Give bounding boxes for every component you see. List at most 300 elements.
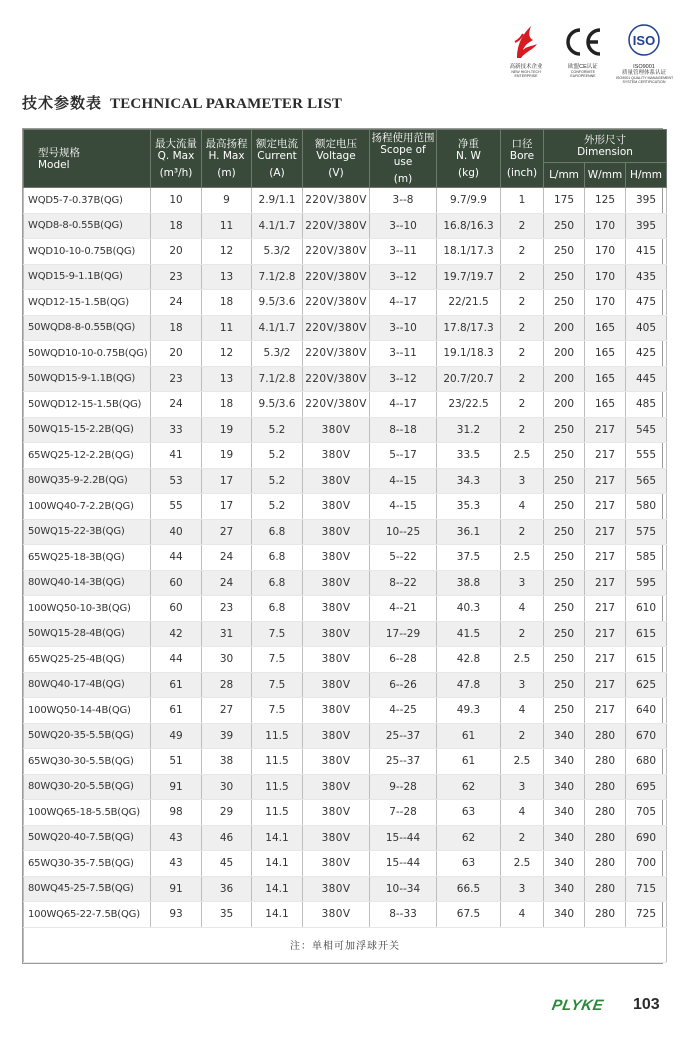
cell-dim-h: 395 [626,213,667,239]
cell-head: 24 [202,545,252,571]
header-model-zh: 型号规格 [38,146,80,159]
header-bore [501,130,544,188]
cell-scope: 5--22 [370,545,437,571]
header-bore-en: Bore [509,150,535,162]
cell-current: 11.5 [252,800,303,826]
cell-bore: 3 [501,672,544,698]
cell-dim-l: 250 [544,494,585,520]
cell-scope: 15--44 [370,851,437,877]
page-number: 103 [633,996,660,1013]
cell-head: 19 [202,443,252,469]
cell-flow: 44 [151,647,202,673]
cell-voltage: 380V [303,825,370,851]
cell-dim-h: 700 [626,851,667,877]
table-note: 注：单相可加浮球开关 [24,927,667,962]
cell-current: 5.2 [252,494,303,520]
cell-bore: 4 [501,902,544,928]
cell-dim-l: 340 [544,749,585,775]
cell-weight: 40.3 [437,596,501,622]
cell-head: 38 [202,749,252,775]
cell-head: 13 [202,366,252,392]
cell-model: 80WQ45-25-7.5B(QG) [24,876,151,902]
cell-weight: 19.7/19.7 [437,264,501,290]
cell-dim-l: 200 [544,366,585,392]
cell-weight: 34.3 [437,468,501,494]
cell-dim-h: 445 [626,366,667,392]
cell-flow: 43 [151,851,202,877]
cell-dim-h: 715 [626,876,667,902]
cell-weight: 61 [437,749,501,775]
cell-dim-l: 200 [544,392,585,418]
cell-dim-h: 695 [626,774,667,800]
page-title [22,92,342,113]
cell-weight: 47.8 [437,672,501,698]
cell-model: 50WQ15-22-3B(QG) [24,519,151,545]
table-row [24,672,667,698]
cell-current: 14.1 [252,851,303,877]
cell-scope: 4--21 [370,596,437,622]
cell-dim-h: 435 [626,264,667,290]
cell-dim-h: 575 [626,519,667,545]
cell-dim-l: 340 [544,774,585,800]
cell-head: 39 [202,723,252,749]
cell-voltage: 220V/380V [303,239,370,265]
header-voltage-zh: 额定电压 [315,138,357,150]
cell-head: 31 [202,621,252,647]
iso-caption2: 质量管理体系认证 [621,70,666,76]
cell-scope: 8--33 [370,902,437,928]
cell-weight: 18.1/17.3 [437,239,501,265]
header-flow [151,130,202,188]
cell-model: 65WQ25-12-2.2B(QG) [24,443,151,469]
cell-current: 7.5 [252,647,303,673]
cell-bore: 2.5 [501,443,544,469]
cell-voltage: 220V/380V [303,341,370,367]
high-tech-cert [500,24,552,78]
ce-sub1: CONFORMITE [570,70,596,74]
cell-head: 12 [202,239,252,265]
cell-scope: 10--34 [370,876,437,902]
cell-dim-w: 217 [585,468,626,494]
header-voltage-en: Voltage [316,150,356,162]
cell-dim-w: 165 [585,392,626,418]
cell-dim-w: 280 [585,800,626,826]
high-tech-enterprise-icon [511,24,541,60]
cell-weight: 63 [437,851,501,877]
cell-bore: 3 [501,774,544,800]
cell-current: 5.2 [252,468,303,494]
cell-weight: 62 [437,825,501,851]
cell-dim-l: 250 [544,443,585,469]
cell-dim-l: 250 [544,545,585,571]
table-row [24,213,667,239]
cell-flow: 18 [151,315,202,341]
cell-current: 11.5 [252,749,303,775]
cell-head: 11 [202,213,252,239]
table-row [24,902,667,928]
cell-bore: 2.5 [501,545,544,571]
cell-bore: 2 [501,417,544,443]
cell-weight: 61 [437,723,501,749]
cell-scope: 4--25 [370,698,437,724]
cell-dim-l: 250 [544,417,585,443]
cell-head: 11 [202,315,252,341]
cell-model: 50WQD8-8-0.55B(QG) [24,315,151,341]
cell-dim-l: 250 [544,570,585,596]
cell-current: 7.5 [252,698,303,724]
cell-weight: 35.3 [437,494,501,520]
cell-flow: 44 [151,545,202,571]
cell-weight: 66.5 [437,876,501,902]
table-row [24,188,667,214]
cell-model: WQD5-7-0.37B(QG) [24,188,151,214]
cell-voltage: 380V [303,570,370,596]
cell-current: 2.9/1.1 [252,188,303,214]
cell-flow: 61 [151,672,202,698]
cell-bore: 2 [501,825,544,851]
cell-flow: 42 [151,621,202,647]
cell-voltage: 220V/380V [303,366,370,392]
cell-head: 12 [202,341,252,367]
header-voltage [303,130,370,188]
table-row [24,315,667,341]
cell-bore: 4 [501,494,544,520]
cell-current: 7.5 [252,621,303,647]
header-current [252,130,303,188]
cell-head: 36 [202,876,252,902]
cell-dim-l: 250 [544,621,585,647]
cell-dim-w: 165 [585,366,626,392]
cell-weight: 22/21.5 [437,290,501,316]
table-row [24,647,667,673]
header-flow-en: Q. Max [157,150,195,162]
cell-weight: 63 [437,800,501,826]
table-row [24,417,667,443]
cell-scope: 25--37 [370,749,437,775]
ce-cert [558,24,608,78]
cell-model: 50WQD10-10-0.75B(QG) [24,341,151,367]
cell-scope: 3--12 [370,264,437,290]
table-row [24,392,667,418]
cell-flow: 49 [151,723,202,749]
cell-dim-h: 580 [626,494,667,520]
header-head-zh: 最高扬程 [205,138,248,150]
cell-bore: 4 [501,698,544,724]
cell-voltage: 220V/380V [303,213,370,239]
cell-dim-w: 170 [585,239,626,265]
cell-bore: 3 [501,468,544,494]
cell-flow: 91 [151,774,202,800]
cell-current: 6.8 [252,545,303,571]
cell-dim-w: 217 [585,698,626,724]
cell-flow: 18 [151,213,202,239]
header-voltage-unit: (V) [328,167,344,179]
iso-icon [624,24,664,60]
cell-flow: 60 [151,596,202,622]
cell-model: 65WQ30-30-5.5B(QG) [24,749,151,775]
header-model-en: Model [38,158,70,171]
cell-scope: 3--10 [370,213,437,239]
table-row [24,290,667,316]
cell-voltage: 380V [303,647,370,673]
brand-logo: PLYKE [550,997,605,1014]
cell-flow: 20 [151,239,202,265]
cell-flow: 24 [151,290,202,316]
cell-voltage: 380V [303,545,370,571]
cell-weight: 20.7/20.7 [437,366,501,392]
cell-head: 27 [202,698,252,724]
header-weight-unit: (kg) [458,167,479,179]
cell-model: 100WQ65-22-7.5B(QG) [24,902,151,928]
cell-head: 24 [202,570,252,596]
cell-voltage: 220V/380V [303,315,370,341]
cell-weight: 42.8 [437,647,501,673]
cell-model: 80WQ35-9-2.2B(QG) [24,468,151,494]
header-scope-en: Scope of use [380,144,426,168]
cell-bore: 2 [501,213,544,239]
iso-cert [616,24,672,84]
cell-flow: 23 [151,366,202,392]
cell-dim-l: 250 [544,647,585,673]
cell-current: 9.5/3.6 [252,392,303,418]
cell-bore: 3 [501,876,544,902]
cell-weight: 33.5 [437,443,501,469]
cell-voltage: 220V/380V [303,290,370,316]
cell-flow: 23 [151,264,202,290]
cell-current: 6.8 [252,596,303,622]
cell-model: 80WQ30-20-5.5B(QG) [24,774,151,800]
header-scope [370,130,437,188]
cell-bore: 2.5 [501,749,544,775]
cell-bore: 2 [501,621,544,647]
cell-model: 50WQD15-9-1.1B(QG) [24,366,151,392]
cell-dim-l: 250 [544,264,585,290]
cell-dim-h: 485 [626,392,667,418]
cell-flow: 33 [151,417,202,443]
page-title-en: TECHNICAL PARAMETER LIST [110,96,343,112]
parameter-table [23,129,667,963]
table-row [24,851,667,877]
cell-dim-h: 565 [626,468,667,494]
cell-dim-h: 395 [626,188,667,214]
cell-dim-l: 340 [544,825,585,851]
header-scope-zh: 扬程使用范围 [371,132,435,144]
cell-voltage: 380V [303,902,370,928]
cell-scope: 7--28 [370,800,437,826]
cell-bore: 4 [501,800,544,826]
cell-head: 18 [202,290,252,316]
cell-flow: 10 [151,188,202,214]
table-row [24,341,667,367]
cell-scope: 4--17 [370,290,437,316]
table-row [24,749,667,775]
header-flow-zh: 最大流量 [155,138,197,150]
cell-flow: 41 [151,443,202,469]
cell-dim-h: 595 [626,570,667,596]
cell-dim-w: 217 [585,417,626,443]
header-dimension [544,130,667,163]
cell-flow: 51 [151,749,202,775]
cell-voltage: 380V [303,672,370,698]
cell-voltage: 380V [303,519,370,545]
cell-dim-l: 250 [544,672,585,698]
cell-dim-w: 280 [585,876,626,902]
cell-model: 100WQ40-7-2.2B(QG) [24,494,151,520]
cell-dim-w: 217 [585,570,626,596]
cell-head: 23 [202,596,252,622]
header-current-unit: (A) [269,167,285,179]
cell-dim-w: 217 [585,545,626,571]
cell-dim-l: 340 [544,876,585,902]
cell-dim-l: 250 [544,239,585,265]
cell-head: 19 [202,417,252,443]
page-title-zh: 技术参数表 [22,94,103,112]
note-row [24,927,667,962]
cell-current: 6.8 [252,570,303,596]
cell-weight: 16.8/16.3 [437,213,501,239]
cell-dim-h: 415 [626,239,667,265]
header-head-unit: (m) [217,167,236,179]
cell-voltage: 380V [303,876,370,902]
cell-scope: 3--10 [370,315,437,341]
cell-scope: 3--11 [370,341,437,367]
cell-weight: 49.3 [437,698,501,724]
cell-bore: 3 [501,570,544,596]
cell-flow: 60 [151,570,202,596]
table-row [24,366,667,392]
cell-dim-l: 250 [544,596,585,622]
high-tech-sub1: NEW HIGH-TECH [511,70,541,74]
header-current-zh: 额定电流 [256,138,298,150]
cell-head: 29 [202,800,252,826]
cell-dim-w: 217 [585,519,626,545]
cell-bore: 2 [501,392,544,418]
header-bore-unit: (inch) [506,167,538,179]
cell-current: 5.3/2 [252,341,303,367]
cell-dim-h: 670 [626,723,667,749]
cell-voltage: 380V [303,494,370,520]
cell-weight: 62 [437,774,501,800]
cell-voltage: 380V [303,417,370,443]
table-row [24,825,667,851]
table-row [24,596,667,622]
cell-model: WQD8-8-0.55B(QG) [24,213,151,239]
cell-dim-w: 170 [585,213,626,239]
cell-scope: 15--44 [370,825,437,851]
cell-dim-w: 217 [585,672,626,698]
cell-weight: 67.5 [437,902,501,928]
cell-model: 100WQ50-14-4B(QG) [24,698,151,724]
cell-model: 80WQ40-17-4B(QG) [24,672,151,698]
cell-dim-h: 475 [626,290,667,316]
cell-head: 18 [202,392,252,418]
table-row [24,723,667,749]
cell-model: WQD15-9-1.1B(QG) [24,264,151,290]
cell-scope: 3--8 [370,188,437,214]
cell-dim-h: 610 [626,596,667,622]
cell-current: 11.5 [252,774,303,800]
table-row [24,519,667,545]
cell-dim-h: 585 [626,545,667,571]
cell-dim-h: 705 [626,800,667,826]
cell-dim-w: 280 [585,825,626,851]
cell-current: 14.1 [252,876,303,902]
table-row [24,774,667,800]
cell-head: 17 [202,468,252,494]
cell-bore: 2 [501,519,544,545]
cell-weight: 37.5 [437,545,501,571]
cell-voltage: 380V [303,723,370,749]
parameter-table-container [22,128,663,964]
cell-flow: 55 [151,494,202,520]
cell-dim-h: 425 [626,341,667,367]
cell-flow: 43 [151,825,202,851]
table-row [24,239,667,265]
cell-bore: 4 [501,596,544,622]
cell-bore: 2 [501,341,544,367]
cell-head: 45 [202,851,252,877]
cell-dim-l: 200 [544,341,585,367]
cell-voltage: 380V [303,596,370,622]
cell-model: 65WQ25-18-3B(QG) [24,545,151,571]
cell-flow: 40 [151,519,202,545]
cell-dim-w: 217 [585,596,626,622]
header-dim-l: L/mm [544,163,585,188]
cell-dim-l: 250 [544,698,585,724]
header-weight-zh: 净重 [458,138,479,150]
header-weight-en: N. W [456,150,481,162]
table-row [24,494,667,520]
cell-dim-h: 555 [626,443,667,469]
cell-voltage: 380V [303,468,370,494]
cell-model: 65WQ30-35-7.5B(QG) [24,851,151,877]
cell-dim-l: 250 [544,468,585,494]
header-dimension-en: Dimension [577,146,633,158]
cell-head: 17 [202,494,252,520]
header-scope-unit: (m) [393,173,413,185]
cell-dim-h: 615 [626,621,667,647]
header-head [202,130,252,188]
cell-voltage: 380V [303,774,370,800]
cell-model: 50WQ20-35-5.5B(QG) [24,723,151,749]
cell-model: 65WQ25-25-4B(QG) [24,647,151,673]
cell-bore: 2 [501,239,544,265]
cell-head: 9 [202,188,252,214]
cell-model: 50WQD12-15-1.5B(QG) [24,392,151,418]
cell-flow: 98 [151,800,202,826]
cell-scope: 6--28 [370,647,437,673]
cell-dim-l: 250 [544,213,585,239]
iso-sub2: SYSTEM CERTIFICATION [622,80,666,84]
cell-dim-h: 545 [626,417,667,443]
cell-dim-w: 170 [585,264,626,290]
cell-weight: 36.1 [437,519,501,545]
cell-current: 7.5 [252,672,303,698]
cell-dim-l: 340 [544,723,585,749]
cell-head: 28 [202,672,252,698]
parameter-table-body [24,188,667,963]
cell-scope: 4--15 [370,494,437,520]
cell-scope: 6--26 [370,672,437,698]
header-dim-h: H/mm [626,163,667,188]
cell-head: 30 [202,647,252,673]
cell-voltage: 380V [303,749,370,775]
cell-current: 14.1 [252,825,303,851]
cell-current: 14.1 [252,902,303,928]
cell-bore: 2 [501,366,544,392]
cell-bore: 2 [501,315,544,341]
cell-weight: 41.5 [437,621,501,647]
